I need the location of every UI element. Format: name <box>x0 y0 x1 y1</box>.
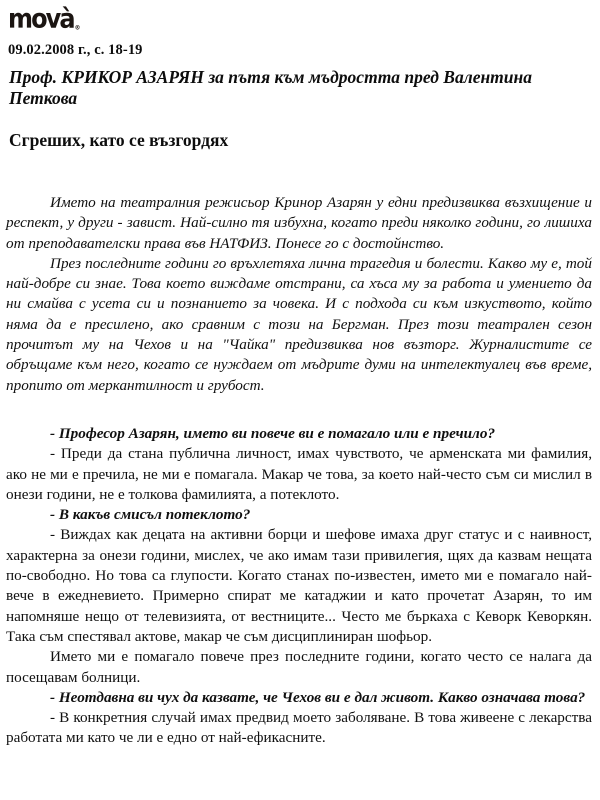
interview-question: - В какъв смисъл потеклото? <box>50 506 251 524</box>
intro-paragraph: Името на театралния режисьор Кринор Азарян у едни предизвиква възхищение и респект, у други - завист. Най-силно тя избухна, когато преди няколко години, го лишиха от преподавателски права във НАТФИЗ. Понесе го с достойнство. <box>6 194 592 252</box>
masthead <box>6 2 594 58</box>
article-headline: Проф. КРИКОР АЗАРЯН за пътя към мъдростта пред Валентина Петкова <box>9 67 532 108</box>
article-subhead: Сгреших, като се възгордях <box>9 130 229 150</box>
moda-logo-text: movà <box>8 2 74 34</box>
intro-paragraph: През последните години го връхлетяха лична трагедия и болести. Какво му е, той най-добре си знае. Това което виждаме отстрани, са хъса му за работа и умението да ни смайва с усета си и познанието за човека. И с подхода си към изкуството, който няма да е пресилено, ако сравним с този на Бергман. През този театрален сезон прочитът му на Чехов и на "Чайка" предизвиква нов възторг. Журналистите се обръщаме към него, когато се нуждаем от мъдрите думи на интелектуалец във време, пропито от меркантилност и грубост. <box>6 254 592 394</box>
dateline: 09.02.2008 г., с. 18-19 <box>8 42 143 58</box>
article-intro <box>6 193 592 396</box>
interview-answer: Името ми е помагало повече през последните години, когато често се налага да посещавам болници. <box>6 648 592 686</box>
interview-answer: - В конкретния случай имах предвид моето заболяване. В това живеене с лекарства работата ми като че ли е едно от най-ефикасните. <box>6 709 592 747</box>
interview-question: - Неотдавна ви чух да казвате, че Чехов ви е дал живот. Какво означава това? <box>50 688 586 706</box>
interview-answer: - Преди да стана публична личност, имах чувството, че арменската ми фамилия, ако не ми е пречила, не ми е помагала. Макар че това, за което най-често съм си мислил в онези години, не е толкова фамилията, а потеклото. <box>6 445 592 503</box>
registered-trademark-icon: ® <box>74 24 81 32</box>
moda-logo <box>8 2 81 41</box>
article-interview <box>6 424 592 749</box>
interview-answer: - Виждах как децата на активни борци и шефове имаха друг статус и с наивност, характерна за онези години, мислех, че ако имам тази привилегия, щях да казвам нещата по-свободно. Но това са глупости. Когато станах по-известен, името ми е помагало най-вече в ежедневието. Примерно спират ме катаджии и като прочетат Азарян, то им напомняше нещо от телевизията, от вестниците... Често ме бъркаха с Кеворк Кеворкян. Така съм спестявал актове, макар че съм дисциплиниран шофьор. <box>6 526 592 645</box>
interview-question: - Професор Азарян, името ви повече ви е помагало или е пречило? <box>50 424 496 442</box>
